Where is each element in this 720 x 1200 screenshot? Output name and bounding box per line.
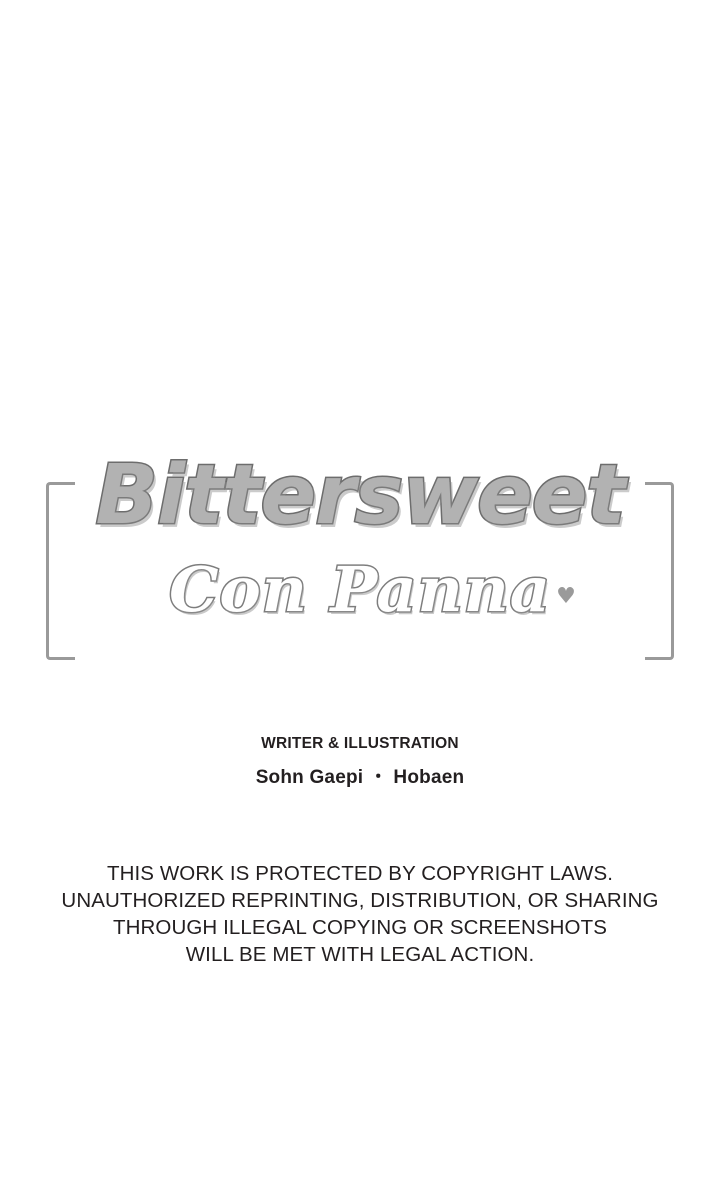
copyright-notice-line-2: UNAUTHORIZED REPRINTING, DISTRIBUTION, OR SHARING <box>61 889 659 912</box>
series-title-sub <box>169 548 577 632</box>
series-title-sub-wrap <box>0 548 720 632</box>
copyright-notice <box>0 860 720 968</box>
copyright-notice-line-3: THROUGH ILLEGAL COPYING OR SCREENSHOTS <box>113 916 607 939</box>
series-title-sub-text: Con Panna <box>169 553 551 626</box>
copyright-notice-line-4: WILL BE MET WITH LEGAL ACTION. <box>185 943 535 966</box>
credits-author-names: Sohn Gaepi ・ Hobaen <box>255 767 465 788</box>
copyright-notice-line-1: THIS WORK IS PROTECTED BY COPYRIGHT LAWS. <box>106 862 614 885</box>
credits-role-label: WRITER & ILLUSTRATION <box>261 735 459 752</box>
credits-block <box>0 735 720 789</box>
heart-icon: ♥ <box>556 583 577 609</box>
title-block <box>0 430 720 680</box>
series-title-main: Bittersweet <box>95 448 625 543</box>
